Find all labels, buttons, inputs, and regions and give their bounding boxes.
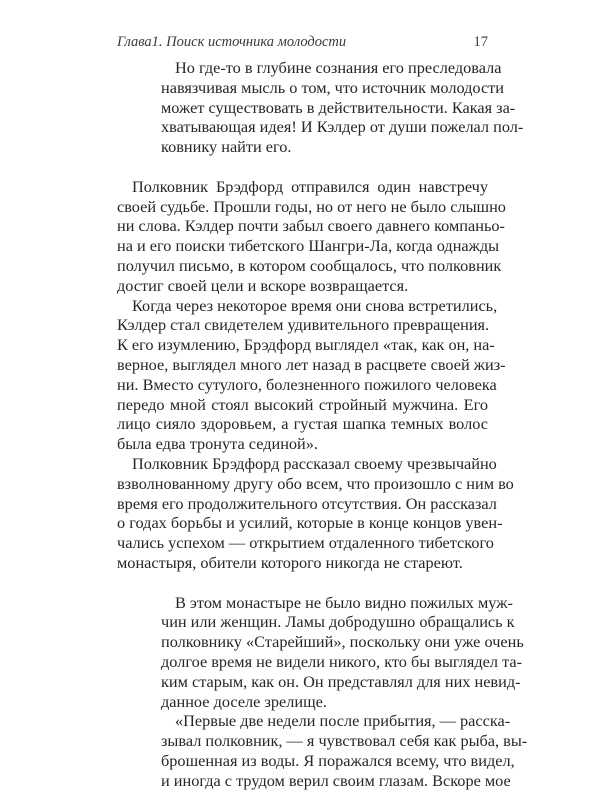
- chapter-title: Глава1. Поиск источника молодости: [117, 34, 347, 50]
- text-line: Полковник Брэдфорд отправился один навстречу: [132, 176, 488, 196]
- text-line: ковнику найти его.: [161, 137, 292, 157]
- text-line: чин или женщин. Ламы добродушно обращались к: [161, 612, 515, 632]
- text-line: время его продолжительного отсутствия. Он рассказал: [117, 493, 497, 513]
- text-line: ни. Вместо сутулого, болезненного пожилого человека: [117, 374, 497, 394]
- text-line: «Первые две недели после прибытия, — расска-: [175, 711, 511, 731]
- text-line: ни слова. Кэлдер почти забыл своего давнего компаньо-: [117, 216, 505, 236]
- text-line: может существовать в действительности. Какая за-: [161, 97, 516, 117]
- text-line: данное доселе зрелище.: [161, 691, 327, 711]
- paragraph-gap: [117, 157, 488, 177]
- text-line: зывал полковник, — я чувствовал себя как рыба, вы-: [161, 731, 528, 751]
- text-line: на и его поиски тибетского Шангри-Ла, когда однажды: [117, 236, 500, 256]
- text-line: о годах борьбы и усилий, которые в конце концов увен-: [117, 513, 503, 533]
- text-line: взволнованному другу обо всем, что произошло с ним во: [117, 473, 514, 493]
- text-line: достиг своей цели и вскоре возвращается.: [117, 275, 409, 295]
- text-line: долгое время не видели никого, кто бы выглядел та-: [161, 651, 523, 671]
- text-line: полковнику «Старейший», поскольку они уже очень: [161, 632, 524, 652]
- text-line: В этом монастыре не было видно пожилых муж-: [175, 592, 513, 612]
- text-line: верное, выглядел много лет назад в расцвете своей жиз-: [117, 354, 506, 374]
- text-line: навязчивая мысль о том, что источник молодости: [161, 77, 505, 97]
- running-head: [117, 34, 488, 51]
- body-text: [117, 58, 528, 790]
- text-line: получил письмо, в котором сообщалось, что полковник: [117, 255, 502, 275]
- paragraph-gap: [117, 573, 488, 593]
- text-line: и иногда с трудом верил своим глазам. Вскоре мое: [161, 770, 511, 790]
- text-line: хватывающая идея! И Кэлдер от души пожелал пол-: [161, 117, 524, 137]
- text-line: передо мной стоял высокий стройный мужчина. Его: [117, 394, 488, 414]
- text-line: Когда через некоторое время они снова встретились,: [132, 295, 498, 315]
- text-line: брошенная из воды. Я поражался всему, что видел,: [161, 750, 515, 770]
- text-line: К его изумлению, Брэдфорд выглядел «так, как он, на-: [117, 335, 495, 355]
- page-number: 17: [473, 34, 488, 50]
- text-line: монастыря, обители которого никогда не стареют.: [117, 552, 463, 572]
- text-line: была едва тронута сединой».: [117, 434, 318, 454]
- text-line: Кэлдер стал свидетелем удивительного превращения.: [117, 315, 490, 335]
- text-line: Полковник Брэдфорд рассказал своему чрезвычайно: [132, 453, 497, 473]
- text-line: своей судьбе. Прошли годы, но от него не было слышно: [117, 196, 506, 216]
- text-line: ким старым, как он. Он представлял для них невид-: [161, 671, 521, 691]
- text-line: лицо сияло здоровьем, а густая шапка темных волос: [117, 414, 488, 434]
- text-line: Но где-то в глубине сознания его преследовала: [175, 58, 502, 77]
- text-line: чались успехом — открытием отдаленного тибетского: [117, 533, 494, 553]
